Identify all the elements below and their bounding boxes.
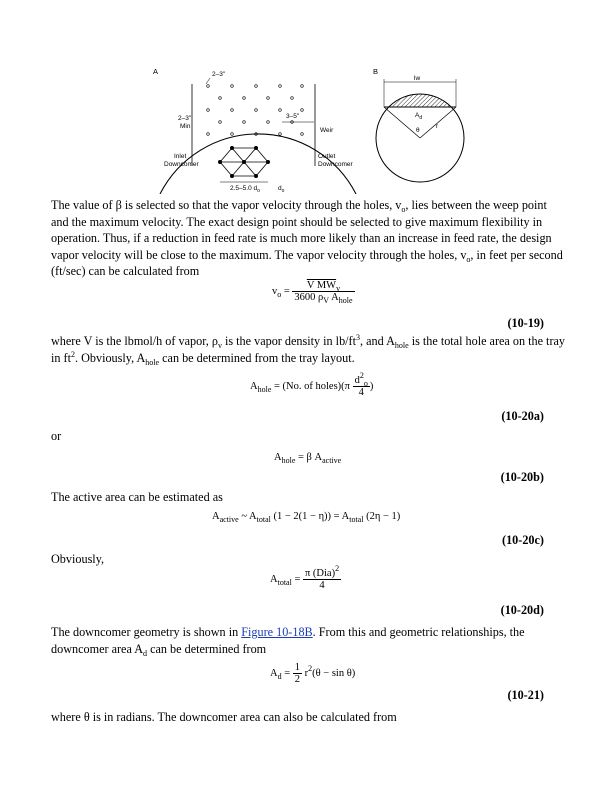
tray-layout-figure <box>140 62 470 194</box>
panel-b-label: B <box>373 67 379 76</box>
equation-10-20d: $A_{total}$ = $\frac{\pi (Dia)^2}{4}$ <box>270 564 340 591</box>
label-theta: θ <box>416 127 420 134</box>
label-min: Min <box>180 123 191 130</box>
paragraph-beta: The value of β is selected so that the vapor velocity through the holes, $v_o$, lies between the weep point and the maximum velocity. The exact design point should be selected to give maximum flexibility in operation. Thus, if a reduction in feed rate is much more likely than an increase in feed rate, the design vapor velocity will be close to the maximum. The vapor velocity through the holes, $v_o$, in feet per second (ft/sec) can be calculated from <box>51 198 563 278</box>
equation-10-21: $A_d$ = $\frac{1}{2}$ $r^2(\theta - \sin \theta)$ <box>270 662 356 685</box>
label-spacing: 2.5–5.0 $d_o$ <box>230 185 260 194</box>
tray-layout-diagram <box>140 62 470 194</box>
label-inlet-downcomer: Downcomer <box>164 161 199 168</box>
label-weir: Weir <box>320 127 334 134</box>
equation-10-19: $v_o$ = $\frac{V MW_v}{3600 \rho_V A_{hole}}$ <box>272 280 353 305</box>
label-2-3-min: 2–3" <box>178 115 192 122</box>
label-ad: $A_d$ <box>415 112 423 121</box>
panel-a-label: A <box>153 67 159 76</box>
equation-10-20b: $A_{hole} = \beta$ $A_{active}$ <box>274 452 342 465</box>
label-inlet: Inlet <box>174 153 187 160</box>
label-do: $d_o$ <box>278 185 285 194</box>
text-obviously: Obviously, <box>51 552 105 566</box>
eq-number-10-20a: (10-20a) <box>501 409 544 423</box>
eq-number-10-19: (10-19) <box>507 316 544 330</box>
triangular-pitch <box>218 146 269 177</box>
paragraph-theta-radians: where θ is in radians. The downcomer area can also be calculated from <box>51 710 397 724</box>
eq-number-10-20b: (10-20b) <box>500 470 544 484</box>
label-outlet-downcomer: Downcomer <box>318 161 353 168</box>
equation-10-20c: $A_{active}$ ~ $A_{total}$ $(1 - 2(1 - \eta)) = A_{total}$ (2η − 1) <box>212 511 401 524</box>
paragraph-where-v: where V is the lbmol/h of vapor, $\rho_v$ is the vapor density in $lb/ft^3$, and $A_{hole}$ is the total hole area on the tray in $ft^2$. Obviously, $A_{hole}$ can be determined from the tray layout. <box>51 333 566 367</box>
label-3-5: 3–5" <box>286 113 300 120</box>
paragraph-downcomer: The downcomer geometry is shown in Figure 10-18B. From this and geometric relationships, the downcomer area $A_d$ can be determined from <box>51 625 525 658</box>
paragraph-active-area: The active area can be estimated as <box>51 490 223 504</box>
figure-10-18b-link[interactable]: Figure 10-18B <box>241 625 313 639</box>
text-or: or <box>51 429 62 443</box>
eq-number-10-20d: (10-20d) <box>500 603 544 617</box>
equation-10-20a: $A_{hole} = (No$. of holes)(π $\frac{d^2_o}{4}$ ) <box>250 371 374 398</box>
label-outlet: Outlet <box>318 153 336 160</box>
label-lw: lw <box>414 75 421 82</box>
label-r: r <box>436 123 439 130</box>
hole-pattern <box>207 85 304 136</box>
eq-number-10-21: (10-21) <box>507 688 544 702</box>
label-2-3: 2–3" <box>212 71 226 78</box>
eq-number-10-20c: (10-20c) <box>502 533 544 547</box>
